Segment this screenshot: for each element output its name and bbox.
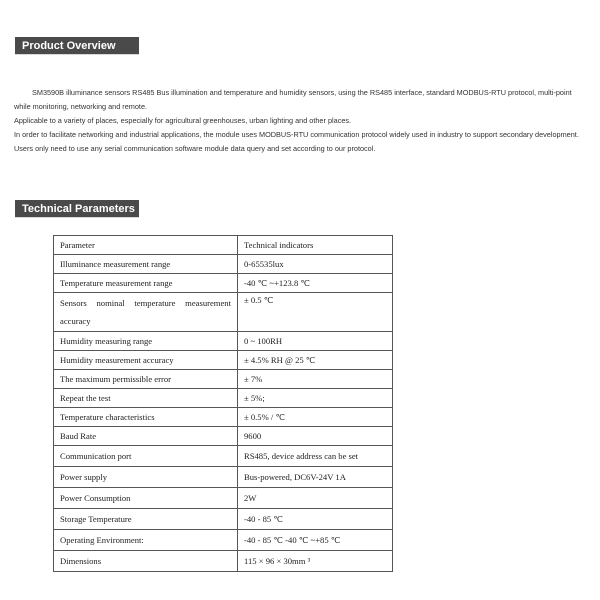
value-cell: ± 0.5 ℃ xyxy=(238,293,393,332)
value-cell: ± 7% xyxy=(238,370,393,389)
overview-paragraph-1: SM3590B illuminance sensors RS485 Bus illumination and temperature and humidity sensors, using the RS485 interface, standard MODBUS-RTU protocol, multi-point while monitoring, networking and remote. xyxy=(14,88,572,111)
parameter-cell: Temperature characteristics xyxy=(54,408,238,427)
technical-parameters-header: Technical Parameters xyxy=(15,200,139,218)
parameter-cell: Communication port xyxy=(54,446,238,467)
table-header-cell: Technical indicators xyxy=(238,236,393,255)
parameter-cell: Dimensions xyxy=(54,551,238,572)
parameter-cell: Storage Temperature xyxy=(54,509,238,530)
parameter-cell: Humidity measurement accuracy xyxy=(54,351,238,370)
parameter-cell: The maximum permissible error xyxy=(54,370,238,389)
product-overview-text xyxy=(14,86,586,156)
table-row xyxy=(54,274,393,293)
value-cell: -40 - 85 ℃ -40 ℃ ~+85 ℃ xyxy=(238,530,393,551)
value-cell: RS485, device address can be set xyxy=(238,446,393,467)
value-cell: -40 - 85 ℃ xyxy=(238,509,393,530)
table-row xyxy=(54,467,393,488)
parameter-cell: Power supply xyxy=(54,467,238,488)
table-header-cell: Parameter xyxy=(54,236,238,255)
table-row xyxy=(54,370,393,389)
technical-parameters-table xyxy=(53,235,393,572)
table-row xyxy=(54,427,393,446)
table-row xyxy=(54,509,393,530)
parameter-cell: Humidity measuring range xyxy=(54,332,238,351)
value-cell: 2W xyxy=(238,488,393,509)
value-cell: 115 × 96 × 30mm ³ xyxy=(238,551,393,572)
table-row xyxy=(54,293,393,332)
table-row xyxy=(54,389,393,408)
table-row xyxy=(54,488,393,509)
parameter-cell: Baud Rate xyxy=(54,427,238,446)
table-row xyxy=(54,551,393,572)
value-cell: 0-65535lux xyxy=(238,255,393,274)
parameter-cell: Operating Environment: xyxy=(54,530,238,551)
value-cell: -40 ℃ ~+123.8 ℃ xyxy=(238,274,393,293)
table-row xyxy=(54,255,393,274)
parameter-cell: Illuminance measurement range xyxy=(54,255,238,274)
product-overview-header: Product Overview xyxy=(15,37,139,55)
overview-header-underline xyxy=(15,54,139,55)
value-cell: ± 5%; xyxy=(238,389,393,408)
parameter-cell: Repeat the test xyxy=(54,389,238,408)
table-row xyxy=(54,351,393,370)
table-header-row xyxy=(54,236,393,255)
value-cell: 0 ~ 100RH xyxy=(238,332,393,351)
parameter-cell: Temperature measurement range xyxy=(54,274,238,293)
value-cell: 9600 xyxy=(238,427,393,446)
table-row xyxy=(54,332,393,351)
overview-paragraph-2: Applicable to a variety of places, especially for agricultural greenhouses, urban lighting and other places. xyxy=(14,116,352,125)
value-cell: ± 4.5% RH @ 25 ℃ xyxy=(238,351,393,370)
table-row xyxy=(54,446,393,467)
table-row xyxy=(54,408,393,427)
parameter-cell: Power Consumption xyxy=(54,488,238,509)
technical-header-underline xyxy=(15,217,139,218)
value-cell: ± 0.5% / ℃ xyxy=(238,408,393,427)
parameter-cell: Sensors nominal temperature measurement accuracy xyxy=(54,293,238,332)
value-cell: Bus-powered, DC6V-24V 1A xyxy=(238,467,393,488)
table-row xyxy=(54,530,393,551)
overview-paragraph-3: In order to facilitate networking and industrial applications, the module uses MODBUS-RTU communication protocol widely used in industry to support secondary development. Users only need to use any serial communication software module data query and set according to our protocol. xyxy=(14,130,579,153)
